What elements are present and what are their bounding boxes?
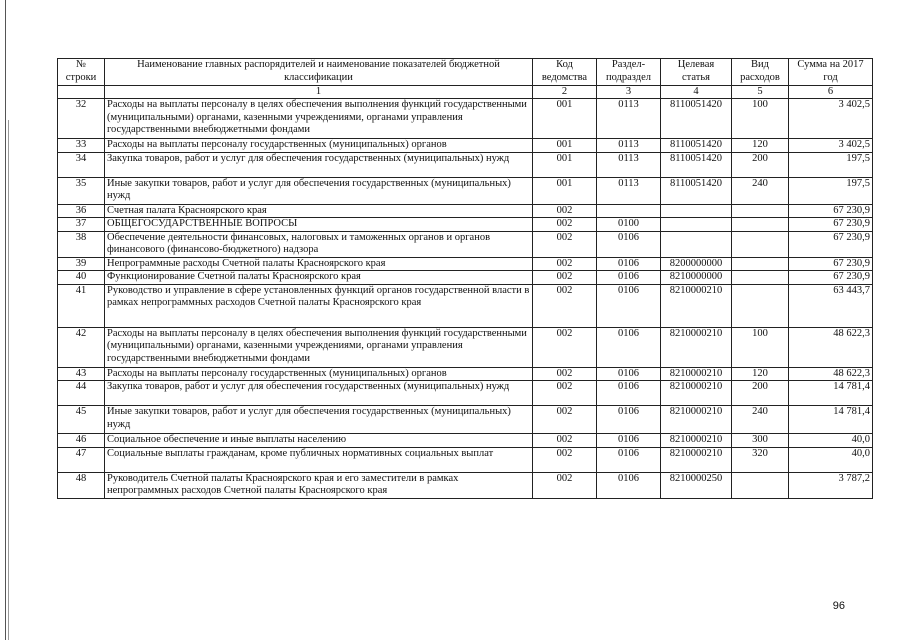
row-number: 45 bbox=[58, 406, 105, 434]
row-name: Иные закупки товаров, работ и услуг для обеспечения государственных (муниципальных) нужд bbox=[105, 406, 533, 434]
row-expense-kind: 120 bbox=[732, 367, 789, 381]
row-expense-kind bbox=[732, 472, 789, 498]
row-sum: 67 230,9 bbox=[789, 231, 873, 257]
row-sum: 67 230,9 bbox=[789, 204, 873, 218]
row-number: 43 bbox=[58, 367, 105, 381]
row-sum: 3 402,5 bbox=[789, 99, 873, 139]
row-target-item: 8110051420 bbox=[661, 99, 732, 139]
row-number: 48 bbox=[58, 472, 105, 498]
row-number: 32 bbox=[58, 99, 105, 139]
row-sum: 63 443,7 bbox=[789, 284, 873, 327]
row-name: Иные закупки товаров, работ и услуг для обеспечения государственных (муниципальных) нужд bbox=[105, 177, 533, 204]
column-numbers-row bbox=[58, 86, 873, 99]
row-expense-kind bbox=[732, 218, 789, 232]
table-row bbox=[58, 284, 873, 327]
row-section bbox=[597, 204, 661, 218]
row-expense-kind: 120 bbox=[732, 139, 789, 153]
header-name: Наименование главных распорядителей и наименование показателей бюджетной классификации bbox=[105, 59, 533, 86]
row-expense-kind bbox=[732, 271, 789, 285]
row-name: ОБЩЕГОСУДАРСТВЕННЫЕ ВОПРОСЫ bbox=[105, 218, 533, 232]
budget-table bbox=[57, 58, 873, 499]
row-section: 0106 bbox=[597, 327, 661, 367]
row-target-item: 8210000250 bbox=[661, 472, 732, 498]
row-target-item: 8210000210 bbox=[661, 381, 732, 406]
row-target-item: 8210000210 bbox=[661, 327, 732, 367]
table-row bbox=[58, 381, 873, 406]
row-department-code: 002 bbox=[533, 271, 597, 285]
row-expense-kind bbox=[732, 204, 789, 218]
header-department-code: Код ведомства bbox=[533, 59, 597, 86]
column-number bbox=[58, 86, 105, 99]
row-expense-kind: 100 bbox=[732, 99, 789, 139]
table-row bbox=[58, 327, 873, 367]
row-section: 0113 bbox=[597, 152, 661, 177]
row-sum: 197,5 bbox=[789, 177, 873, 204]
row-expense-kind: 200 bbox=[732, 152, 789, 177]
row-section: 0113 bbox=[597, 99, 661, 139]
row-section: 0106 bbox=[597, 257, 661, 271]
row-sum: 14 781,4 bbox=[789, 406, 873, 434]
row-number: 42 bbox=[58, 327, 105, 367]
row-number: 46 bbox=[58, 434, 105, 448]
row-department-code: 002 bbox=[533, 381, 597, 406]
row-section: 0113 bbox=[597, 139, 661, 153]
row-department-code: 002 bbox=[533, 327, 597, 367]
row-name: Непрограммные расходы Счетной палаты Красноярского края bbox=[105, 257, 533, 271]
row-expense-kind bbox=[732, 284, 789, 327]
row-department-code: 002 bbox=[533, 406, 597, 434]
row-target-item: 8110051420 bbox=[661, 177, 732, 204]
row-name: Обеспечение деятельности финансовых, налоговых и таможенных органов и органов финансового (финансово-бюджетного) надзора bbox=[105, 231, 533, 257]
column-number: 4 bbox=[661, 86, 732, 99]
row-section: 0106 bbox=[597, 271, 661, 285]
column-number: 6 bbox=[789, 86, 873, 99]
row-number: 47 bbox=[58, 447, 105, 472]
column-number: 5 bbox=[732, 86, 789, 99]
row-number: 38 bbox=[58, 231, 105, 257]
row-department-code: 002 bbox=[533, 472, 597, 498]
table-row bbox=[58, 99, 873, 139]
table-row bbox=[58, 472, 873, 498]
column-number: 2 bbox=[533, 86, 597, 99]
row-name: Социальные выплаты гражданам, кроме публичных нормативных социальных выплат bbox=[105, 447, 533, 472]
row-target-item bbox=[661, 231, 732, 257]
table-row bbox=[58, 152, 873, 177]
scan-edge-line-secondary bbox=[8, 120, 9, 640]
row-sum: 40,0 bbox=[789, 434, 873, 448]
row-target-item: 8110051420 bbox=[661, 139, 732, 153]
row-department-code: 002 bbox=[533, 367, 597, 381]
row-expense-kind bbox=[732, 257, 789, 271]
row-sum: 40,0 bbox=[789, 447, 873, 472]
row-section: 0113 bbox=[597, 177, 661, 204]
row-expense-kind: 240 bbox=[732, 406, 789, 434]
row-name: Закупка товаров, работ и услуг для обеспечения государственных (муниципальных) нужд bbox=[105, 381, 533, 406]
table-row bbox=[58, 231, 873, 257]
row-sum: 197,5 bbox=[789, 152, 873, 177]
row-expense-kind: 100 bbox=[732, 327, 789, 367]
row-target-item bbox=[661, 204, 732, 218]
table-row bbox=[58, 204, 873, 218]
row-target-item: 8210000210 bbox=[661, 367, 732, 381]
row-sum: 67 230,9 bbox=[789, 271, 873, 285]
row-department-code: 001 bbox=[533, 152, 597, 177]
row-section: 0106 bbox=[597, 447, 661, 472]
row-number: 41 bbox=[58, 284, 105, 327]
row-name: Счетная палата Красноярского края bbox=[105, 204, 533, 218]
header-row-number: № строки bbox=[58, 59, 105, 86]
row-target-item: 8110051420 bbox=[661, 152, 732, 177]
row-department-code: 001 bbox=[533, 177, 597, 204]
row-section: 0106 bbox=[597, 472, 661, 498]
row-expense-kind: 300 bbox=[732, 434, 789, 448]
row-department-code: 002 bbox=[533, 204, 597, 218]
row-expense-kind bbox=[732, 231, 789, 257]
row-department-code: 002 bbox=[533, 218, 597, 232]
table-row bbox=[58, 367, 873, 381]
header-target-item: Целевая статья bbox=[661, 59, 732, 86]
row-sum: 3 402,5 bbox=[789, 139, 873, 153]
table-row bbox=[58, 434, 873, 448]
row-name: Расходы на выплаты персоналу в целях обеспечения выполнения функций государственными (муниципальными) органами, казенными учреждениями, органами управления государственными внебюджетными фондами bbox=[105, 99, 533, 139]
row-sum: 67 230,9 bbox=[789, 257, 873, 271]
row-name: Социальное обеспечение и иные выплаты населению bbox=[105, 434, 533, 448]
row-department-code: 002 bbox=[533, 447, 597, 472]
row-target-item bbox=[661, 218, 732, 232]
row-name: Руководитель Счетной палаты Красноярского края и его заместители в рамках непрограммных расходов Счетной палаты Красноярского края bbox=[105, 472, 533, 498]
table-body bbox=[58, 99, 873, 499]
row-department-code: 002 bbox=[533, 231, 597, 257]
row-name: Расходы на выплаты персоналу государственных (муниципальных) органов bbox=[105, 139, 533, 153]
header-section: Раздел-подраздел bbox=[597, 59, 661, 86]
row-name: Закупка товаров, работ и услуг для обеспечения государственных (муниципальных) нужд bbox=[105, 152, 533, 177]
row-sum: 67 230,9 bbox=[789, 218, 873, 232]
row-target-item: 8210000210 bbox=[661, 434, 732, 448]
row-name: Расходы на выплаты персоналу в целях обеспечения выполнения функций государственными (муниципальными) органами, казенными учреждениями, органами управления государственными внебюджетными фондами bbox=[105, 327, 533, 367]
row-name: Руководство и управление в сфере установленных функций органов государственной власти в рамках непрограммных расходов Счетной палаты Красноярского края bbox=[105, 284, 533, 327]
row-number: 36 bbox=[58, 204, 105, 218]
row-section: 0106 bbox=[597, 367, 661, 381]
row-number: 39 bbox=[58, 257, 105, 271]
row-number: 33 bbox=[58, 139, 105, 153]
table-row bbox=[58, 447, 873, 472]
row-number: 37 bbox=[58, 218, 105, 232]
row-section: 0106 bbox=[597, 381, 661, 406]
table-row bbox=[58, 218, 873, 232]
row-sum: 48 622,3 bbox=[789, 367, 873, 381]
table-row bbox=[58, 177, 873, 204]
row-department-code: 002 bbox=[533, 434, 597, 448]
row-expense-kind: 240 bbox=[732, 177, 789, 204]
row-expense-kind: 200 bbox=[732, 381, 789, 406]
header-sum: Сумма на 2017 год bbox=[789, 59, 873, 86]
column-number: 1 bbox=[105, 86, 533, 99]
page-number: 96 bbox=[832, 600, 845, 612]
header-expense-kind: Вид расходов bbox=[732, 59, 789, 86]
row-number: 40 bbox=[58, 271, 105, 285]
row-target-item: 8200000000 bbox=[661, 257, 732, 271]
row-section: 0106 bbox=[597, 406, 661, 434]
row-department-code: 002 bbox=[533, 284, 597, 327]
row-number: 34 bbox=[58, 152, 105, 177]
row-department-code: 001 bbox=[533, 99, 597, 139]
table-row bbox=[58, 139, 873, 153]
row-expense-kind: 320 bbox=[732, 447, 789, 472]
row-sum: 48 622,3 bbox=[789, 327, 873, 367]
table-row bbox=[58, 271, 873, 285]
row-number: 35 bbox=[58, 177, 105, 204]
row-section: 0106 bbox=[597, 284, 661, 327]
row-section: 0100 bbox=[597, 218, 661, 232]
row-name: Расходы на выплаты персоналу государственных (муниципальных) органов bbox=[105, 367, 533, 381]
table-header-row bbox=[58, 59, 873, 86]
scan-edge-line bbox=[5, 0, 6, 640]
row-section: 0106 bbox=[597, 434, 661, 448]
row-department-code: 001 bbox=[533, 139, 597, 153]
row-sum: 14 781,4 bbox=[789, 381, 873, 406]
row-department-code: 002 bbox=[533, 257, 597, 271]
row-name: Функционирование Счетной палаты Красноярского края bbox=[105, 271, 533, 285]
row-section: 0106 bbox=[597, 231, 661, 257]
table-row bbox=[58, 257, 873, 271]
row-target-item: 8210000000 bbox=[661, 271, 732, 285]
table-row bbox=[58, 406, 873, 434]
row-sum: 3 787,2 bbox=[789, 472, 873, 498]
column-number: 3 bbox=[597, 86, 661, 99]
row-target-item: 8210000210 bbox=[661, 447, 732, 472]
row-number: 44 bbox=[58, 381, 105, 406]
row-target-item: 8210000210 bbox=[661, 284, 732, 327]
row-target-item: 8210000210 bbox=[661, 406, 732, 434]
